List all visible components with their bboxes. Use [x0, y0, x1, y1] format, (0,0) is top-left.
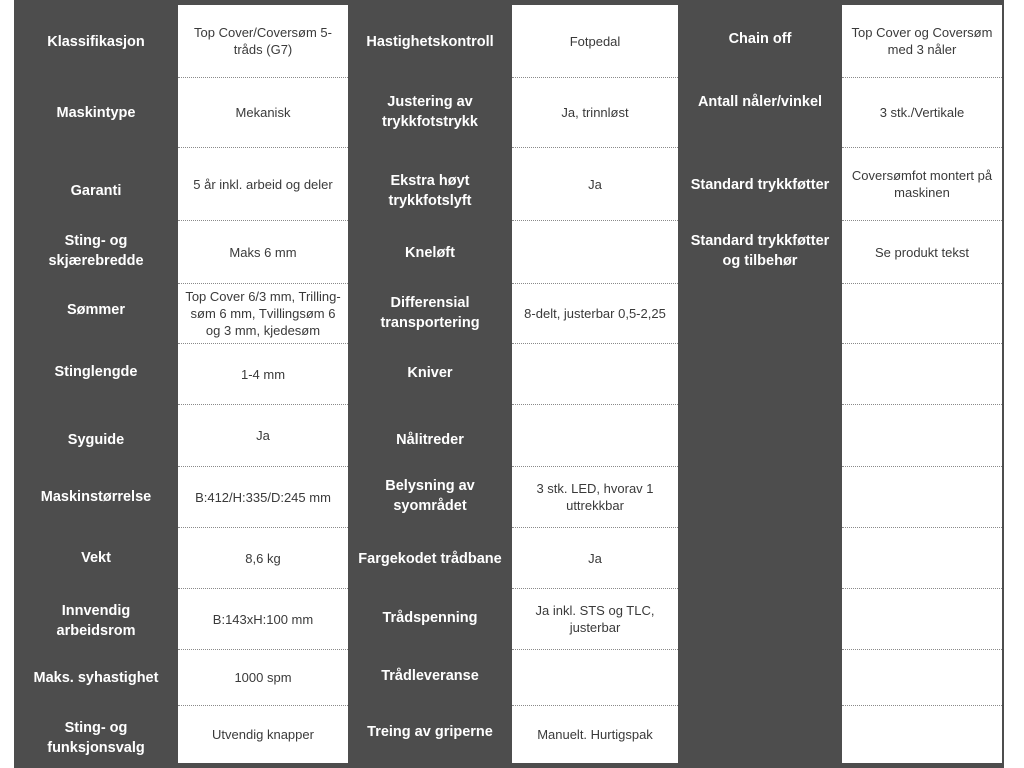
spec-value: B:143xH:100 mm — [178, 589, 348, 650]
spec-label: Sting- og funksjonsvalg — [47, 720, 145, 756]
spec-label: Antall nåler/vinkel — [697, 94, 823, 110]
spec-label: Klassifikasjon — [47, 34, 145, 50]
spec-label: Standard trykkføtter og tilbehør — [690, 233, 830, 269]
spec-value: 3 stk./Vertikale — [842, 78, 1002, 148]
spec-labels-col-1 — [14, 0, 178, 768]
spec-label: Syguide — [67, 432, 125, 448]
spec-label: Trådspenning — [382, 610, 478, 626]
spec-value: 5 år inkl. arbeid og deler — [178, 148, 348, 221]
spec-labels-col-2 — [348, 0, 512, 768]
spec-value: Maks 6 mm — [178, 221, 348, 284]
spec-label: Justering av trykkfotstrykk — [382, 94, 478, 130]
spec-value — [842, 650, 1002, 706]
spec-label: Maskintype — [56, 105, 136, 121]
spec-label: Kniver — [407, 365, 453, 381]
spec-label: Trådleveranse — [381, 668, 479, 684]
spec-value: 8,6 kg — [178, 528, 348, 589]
spec-value: B:412/H:335/D:245 mm — [178, 467, 348, 528]
spec-label: Hastighetskontroll — [366, 34, 494, 50]
spec-label: Sting- og skjærebredde — [48, 233, 144, 269]
spec-value — [842, 467, 1002, 528]
spec-value: Ja inkl. STS og TLC, justerbar — [512, 589, 678, 650]
spec-table — [14, 0, 1004, 768]
spec-value — [842, 344, 1002, 405]
spec-value: Ja, trinnløst — [512, 78, 678, 148]
spec-value: Fotpedal — [512, 5, 678, 78]
spec-labels-col-3 — [678, 0, 842, 768]
spec-value — [842, 706, 1002, 763]
spec-value: Top Cover og Coversøm med 3 nåler — [842, 5, 1002, 78]
spec-value — [512, 405, 678, 467]
spec-value: Coversømfot montert på maskinen — [842, 148, 1002, 221]
spec-values-col-1 — [178, 5, 348, 763]
spec-value — [842, 405, 1002, 467]
spec-label: Chain off — [728, 31, 792, 47]
spec-label: Maks. syhastighet — [33, 670, 159, 686]
spec-label: Fargekodet trådbane — [358, 551, 502, 567]
spec-value: 3 stk. LED, hvorav 1 uttrekkbar — [512, 467, 678, 528]
spec-value — [842, 528, 1002, 589]
spec-values-col-2 — [512, 5, 678, 763]
spec-value: Ja — [512, 148, 678, 221]
spec-value: Utvendig knapper — [212, 727, 314, 742]
spec-value: 8-delt, justerbar 0,5-2,25 — [512, 284, 678, 344]
spec-value — [512, 650, 678, 706]
spec-label: Vekt — [81, 550, 111, 566]
spec-label: Nålitreder — [396, 432, 464, 448]
spec-value: Ja — [178, 405, 348, 467]
spec-value: Manuelt. Hurtigspak — [537, 727, 653, 742]
spec-label: Standard trykkføtter — [690, 177, 830, 193]
spec-value: Se produkt tekst — [842, 221, 1002, 284]
spec-label: Treing av griperne — [367, 724, 493, 740]
spec-value — [512, 221, 678, 284]
spec-label: Differensial transportering — [380, 295, 480, 331]
spec-value: Mekanisk — [178, 78, 348, 148]
spec-value: Top Cover 6/3 mm, Trilling-søm 6 mm, Tvillingsøm 6 og 3 mm, kjedesøm — [178, 284, 348, 344]
spec-value: 1000 spm — [178, 650, 348, 706]
spec-value — [842, 589, 1002, 650]
spec-value — [512, 344, 678, 405]
spec-label: Kneløft — [405, 245, 455, 261]
spec-label: Garanti — [70, 183, 122, 199]
spec-value: Ja — [512, 528, 678, 589]
spec-label: Belysning av syområdet — [385, 478, 475, 514]
spec-label: Stinglengde — [54, 364, 138, 380]
spec-label: Maskinstørrelse — [40, 489, 152, 505]
spec-value — [842, 284, 1002, 344]
spec-label: Ekstra høyt trykkfotslyft — [388, 173, 472, 209]
spec-value: Top Cover/Coversøm 5-tråds (G7) — [178, 5, 348, 78]
spec-value: 1-4 mm — [178, 344, 348, 405]
spec-values-col-3 — [842, 5, 1002, 763]
spec-label: Innvendig arbeidsrom — [56, 603, 136, 639]
spec-label: Sømmer — [66, 302, 126, 318]
